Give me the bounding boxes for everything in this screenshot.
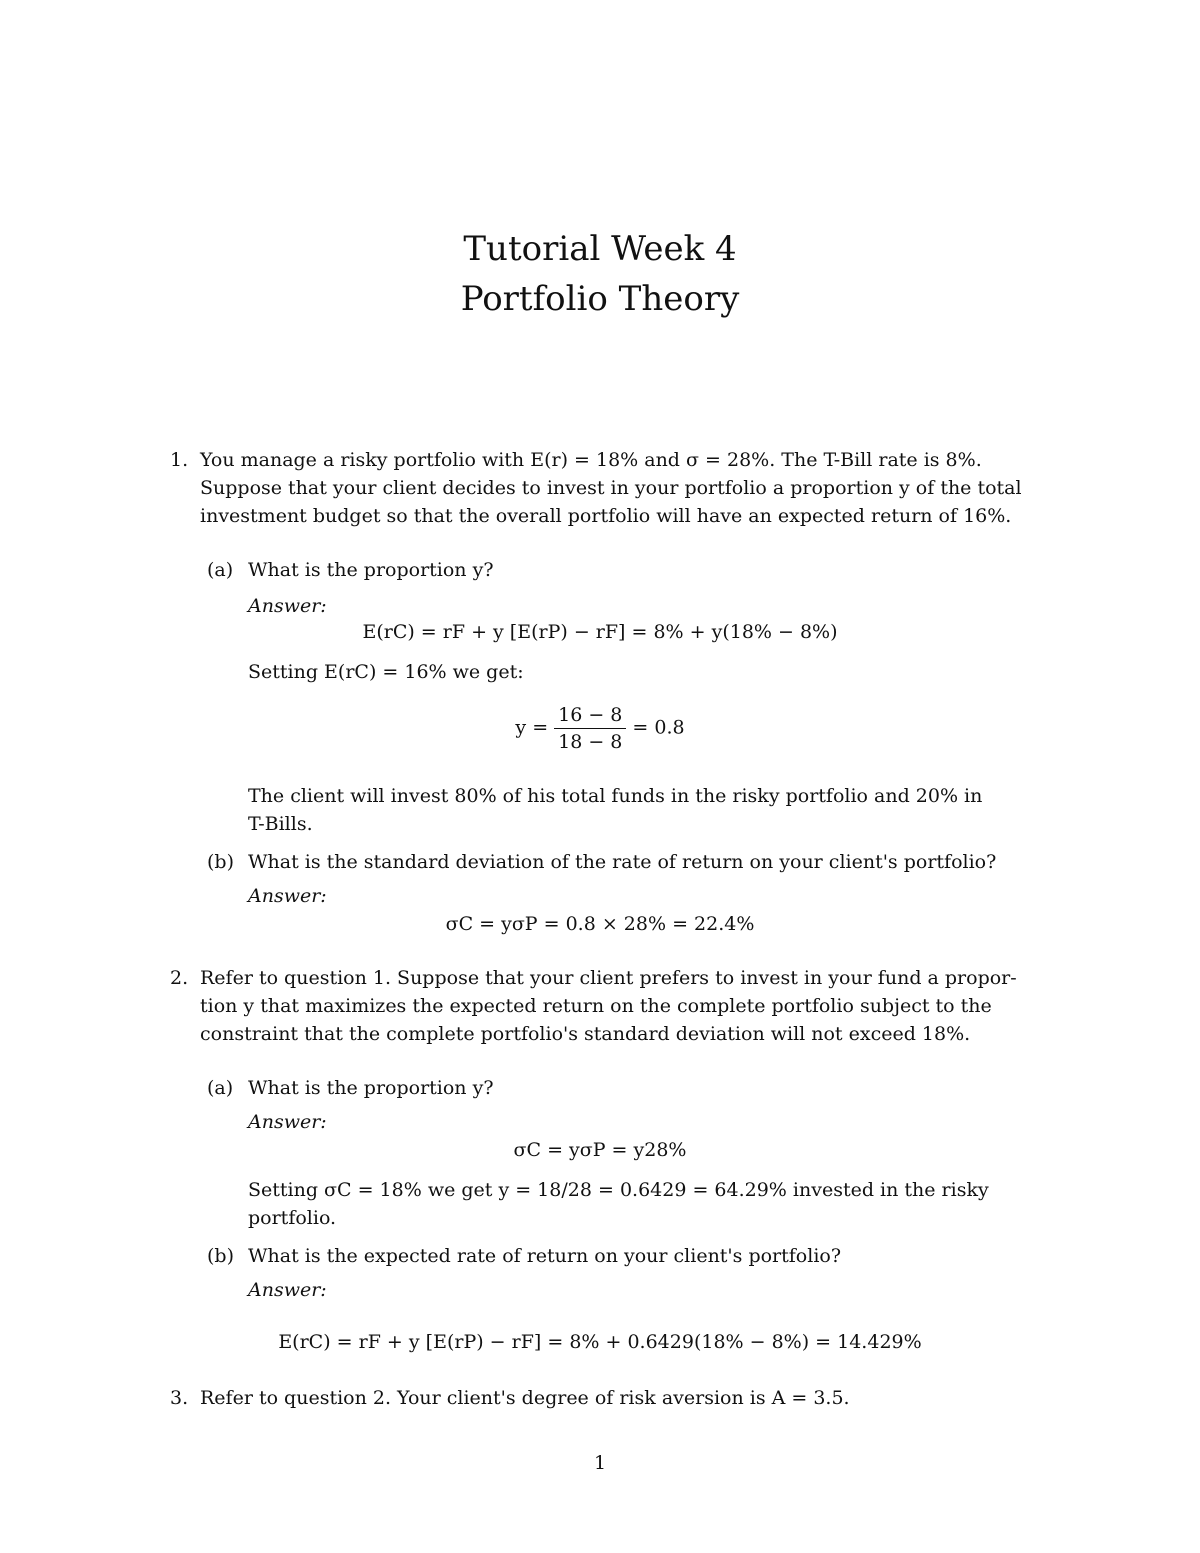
q1a-conclusion-1: The client will invest 80% of his total funds in the risky portfolio and 20% in: [248, 785, 983, 807]
q2a-question: What is the proportion y?: [248, 1077, 494, 1099]
q1a-fraction-equation: [0, 704, 1200, 753]
q1b-equation: σC = yσP = 0.8 × 28% = 22.4%: [445, 913, 755, 935]
q1a-conclusion-2: T-Bills.: [248, 813, 313, 835]
q2a-label: (a): [207, 1077, 234, 1099]
q3-number: 3.: [170, 1387, 189, 1409]
q1a-setting: Setting E(rC) = 16% we get:: [248, 661, 524, 683]
q2-number: 2.: [170, 967, 189, 989]
q1a-answer-label: Answer:: [248, 595, 327, 617]
q1-line-2: Suppose that your client decides to invest in your portfolio a proportion y of the total: [200, 477, 1022, 499]
q2b-equation: E(rC) = rF + y [E(rP) − rF] = 8% + 0.6429(18% − 8%) = 14.429%: [278, 1331, 922, 1353]
title-line-2: Portfolio Theory: [460, 279, 740, 319]
q1a-equation: E(rC) = rF + y [E(rP) − rF] = 8% + y(18% − 8%): [362, 621, 838, 643]
q2-line-1: Refer to question 1. Suppose that your client prefers to invest in your fund a propor-: [200, 967, 1017, 989]
q2a-setting-2: portfolio.: [248, 1207, 337, 1229]
q2a-equation: σC = yσP = y28%: [513, 1139, 687, 1161]
q1a-fraction-numerator: 16 − 8: [554, 704, 626, 729]
q2b-answer-label: Answer:: [248, 1279, 327, 1301]
q1a-label: (a): [207, 559, 234, 581]
page-number: 1: [593, 1452, 607, 1474]
q1-number: 1.: [170, 449, 189, 471]
q1a-question: What is the proportion y?: [248, 559, 494, 581]
q1b-answer-label: Answer:: [248, 885, 327, 907]
q1-line-1: You manage a risky portfolio with E(r) = 18% and σ = 28%. The T-Bill rate is 8%.: [200, 449, 982, 471]
q3-line-1: Refer to question 2. Your client's degree of risk aversion is A = 3.5.: [200, 1387, 850, 1409]
q2-line-3: constraint that the complete portfolio's standard deviation will not exceed 18%.: [200, 1023, 971, 1045]
title-line-1: Tutorial Week 4: [463, 229, 737, 269]
q1a-fraction-result: = 0.8: [632, 716, 685, 739]
q2a-setting-1: Setting σC = 18% we get y = 18/28 = 0.6429 = 64.29% invested in the risky: [248, 1179, 989, 1201]
q1b-label: (b): [207, 851, 234, 873]
q2b-label: (b): [207, 1245, 234, 1267]
q1a-fraction: [554, 704, 626, 753]
q2a-answer-label: Answer:: [248, 1111, 327, 1133]
q1a-y-equals: y =: [515, 716, 549, 739]
q1a-fraction-denominator: 18 − 8: [558, 731, 623, 753]
q2b-question: What is the expected rate of return on your client's portfolio?: [248, 1245, 842, 1267]
q2-line-2: tion y that maximizes the expected return on the complete portfolio subject to the: [200, 995, 992, 1017]
q1b-question: What is the standard deviation of the rate of return on your client's portfolio?: [248, 851, 997, 873]
q1-line-3: investment budget so that the overall portfolio will have an expected return of 16%.: [200, 505, 1012, 527]
